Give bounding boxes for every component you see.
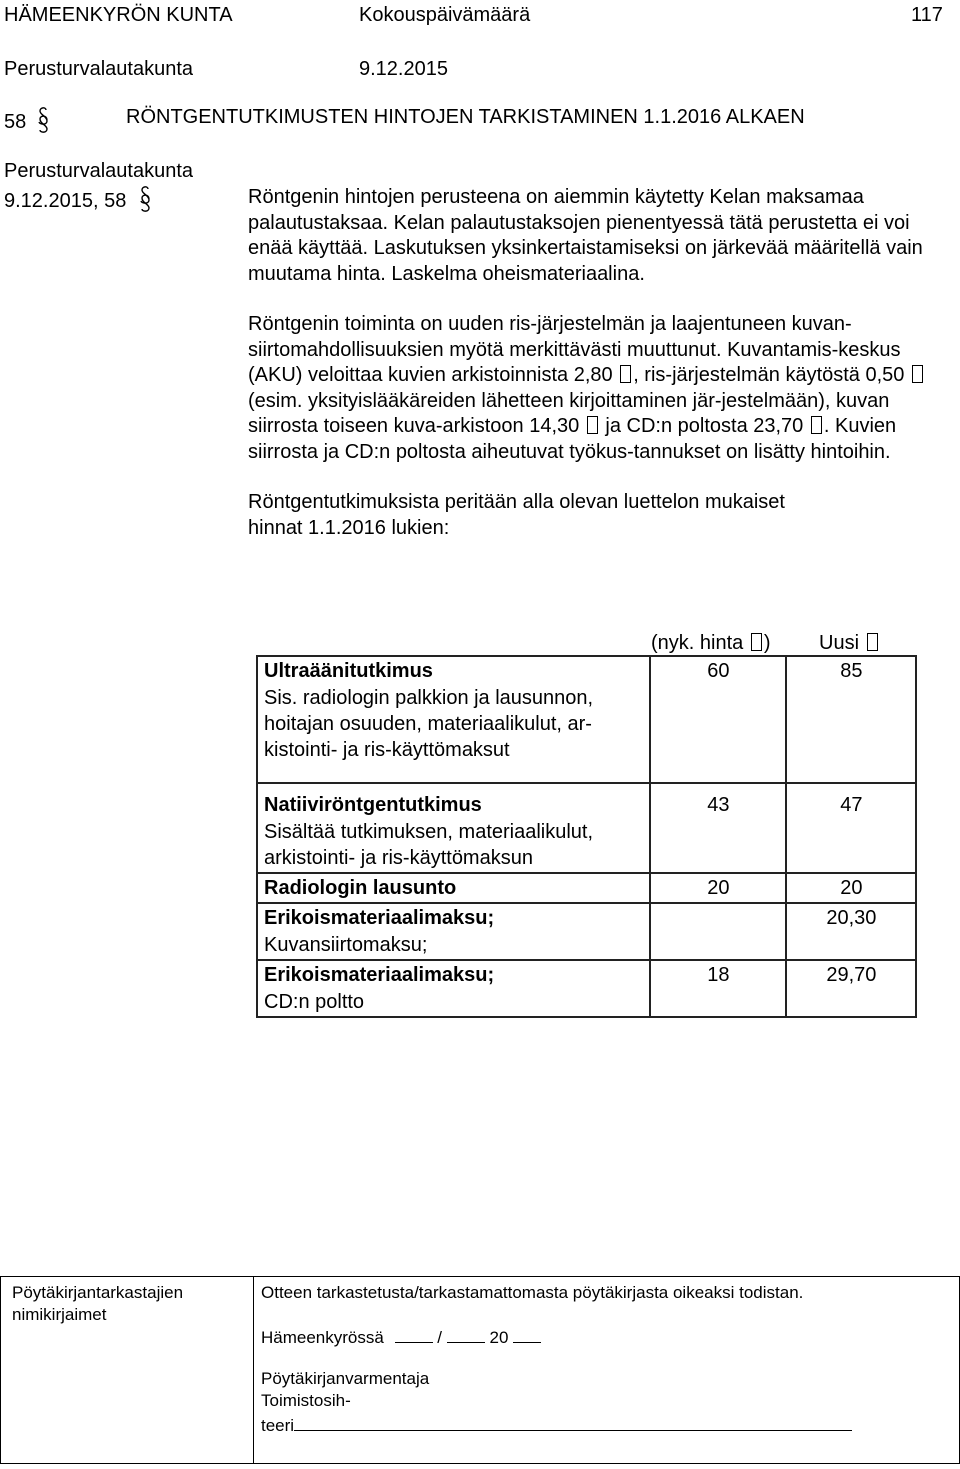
price-table [256, 655, 917, 1018]
reference-line-1: Perusturvalautakunta [4, 160, 194, 182]
table-cell-old-price: 43 [650, 783, 786, 873]
signature-footer [0, 1276, 960, 1464]
place-date-line: Hämeenkyrössä / 20 [261, 1324, 541, 1349]
column-header-new-price: Uusi [819, 632, 880, 655]
table-row [257, 783, 916, 873]
table-cell-service: Erikoismateriaalimaksu; Kuvansiirtomaksu; [257, 903, 650, 960]
euro-symbol-icon [587, 416, 598, 434]
footer-divider [253, 1277, 254, 1463]
meeting-date: 9.12.2015 [359, 58, 448, 80]
paragraph-2-part-d: ja CD:n poltosta 23,70 [605, 415, 804, 437]
euro-symbol-icon [751, 633, 762, 651]
table-row [257, 656, 916, 783]
table-cell-new-price: 20 [786, 873, 916, 903]
meeting-date-label: Kokouspäivämäärä [359, 4, 531, 26]
section-sign-icon [36, 106, 50, 134]
section-sign-icon [138, 185, 152, 213]
paragraph-2 [248, 312, 948, 465]
euro-symbol-icon [912, 365, 923, 383]
title-line-1: Toimistosih- [261, 1391, 351, 1410]
paragraph-2-part-c: (esim. yksityislääkäreiden lähetteen kirjoittaminen jär-jestelmään), kuvan siirrosta toiseen kuva-arkistoon 14,30 [248, 389, 890, 437]
euro-symbol-icon [620, 365, 631, 383]
body-text [248, 185, 948, 541]
signature-line [294, 1412, 852, 1431]
committee-name: Perusturvalautakunta [4, 58, 194, 80]
table-cell-service: Radiologin lausunto [257, 873, 650, 903]
table-cell-old-price: 18 [650, 960, 786, 1017]
table-row [257, 903, 916, 960]
table-cell-new-price: 29,70 [786, 960, 916, 1017]
section-number: 58 [4, 111, 27, 133]
paragraph-1: Röntgenin hintojen perusteena on aiemmin käytetty Kelan maksamaa palautustaksaa. Kelan palautustaksojen pienentyessä tätä perustetta ei voi enää käyttää. Laskutuksen yksinkertaistamiseksi on järkevää määritellä vain muutama hinta. Laskelma oheismateriaalina. [248, 186, 923, 285]
reference-line-2-row [4, 185, 152, 213]
paragraph-3: Röntgentutkimuksista peritään alla olevan luettelon mukaiset hinnat 1.1.2016 lukien: [248, 491, 785, 539]
paragraph-2-part-b: , ris-järjestelmän käytöstä 0,50 [633, 364, 905, 386]
table-cell-service: Erikoismateriaalimaksu; CD:n poltto [257, 960, 650, 1017]
table-row [257, 960, 916, 1017]
euro-symbol-icon [811, 416, 822, 434]
table-cell-new-price: 47 [786, 783, 916, 873]
table-cell-old-price: 20 [650, 873, 786, 903]
paragraph-2-part-a: Röntgenin toiminta on uuden ris-järjestelmän ja laajentuneen kuvan-siirtomahdollisuuksien myötä merkittävästi muuttunut. Kuvantamis-keskus (AKU) veloittaa kuvien arkistoinnista 2,80 [248, 313, 901, 386]
organization-name: HÄMEENKYRÖN KUNTA [4, 4, 233, 26]
verifier-label: Pöytäkirjanvarmentaja [261, 1369, 430, 1388]
section-number-row [4, 106, 50, 134]
title-line-2: teeri [261, 1412, 852, 1437]
column-header-current-price: (nyk. hinta ) [651, 632, 771, 654]
inspectors-initials-label: Pöytäkirjantarkastajien nimikirjaimet [12, 1283, 184, 1324]
table-cell-service: Ultraäänitutkimus Sis. radiologin palkkion ja lausunnon, hoitajan osuuden, materiaalikulut, ar-kistointi- ja ris-käyttömaksut [257, 656, 650, 783]
table-cell-old-price: 60 [650, 656, 786, 783]
year-blank [513, 1324, 541, 1343]
day-blank [395, 1324, 433, 1343]
month-blank [447, 1324, 485, 1343]
page-number: 117 [911, 4, 943, 26]
reference-line-2: 9.12.2015, 58 [4, 190, 127, 212]
table-row [257, 873, 916, 903]
table-cell-new-price: 20,30 [786, 903, 916, 960]
table-cell-new-price: 85 [786, 656, 916, 783]
certification-statement: Otteen tarkastetusta/tarkastamattomasta pöytäkirjasta oikeaksi todistan. [261, 1283, 804, 1302]
paragraph-2-part-e: . Kuvien siirrosta ja CD:n poltosta aiheutuvat työkus-tannukset on lisätty hintoihin. [248, 415, 897, 463]
table-cell-old-price [650, 903, 786, 960]
table-cell-service: Natiiviröntgentutkimus Sisältää tutkimuksen, materiaalikulut, arkistointi- ja ris-käyttömaksun [257, 783, 650, 873]
euro-symbol-icon [867, 633, 878, 651]
section-title: RÖNTGENTUTKIMUSTEN HINTOJEN TARKISTAMINEN 1.1.2016 ALKAEN [126, 106, 805, 128]
